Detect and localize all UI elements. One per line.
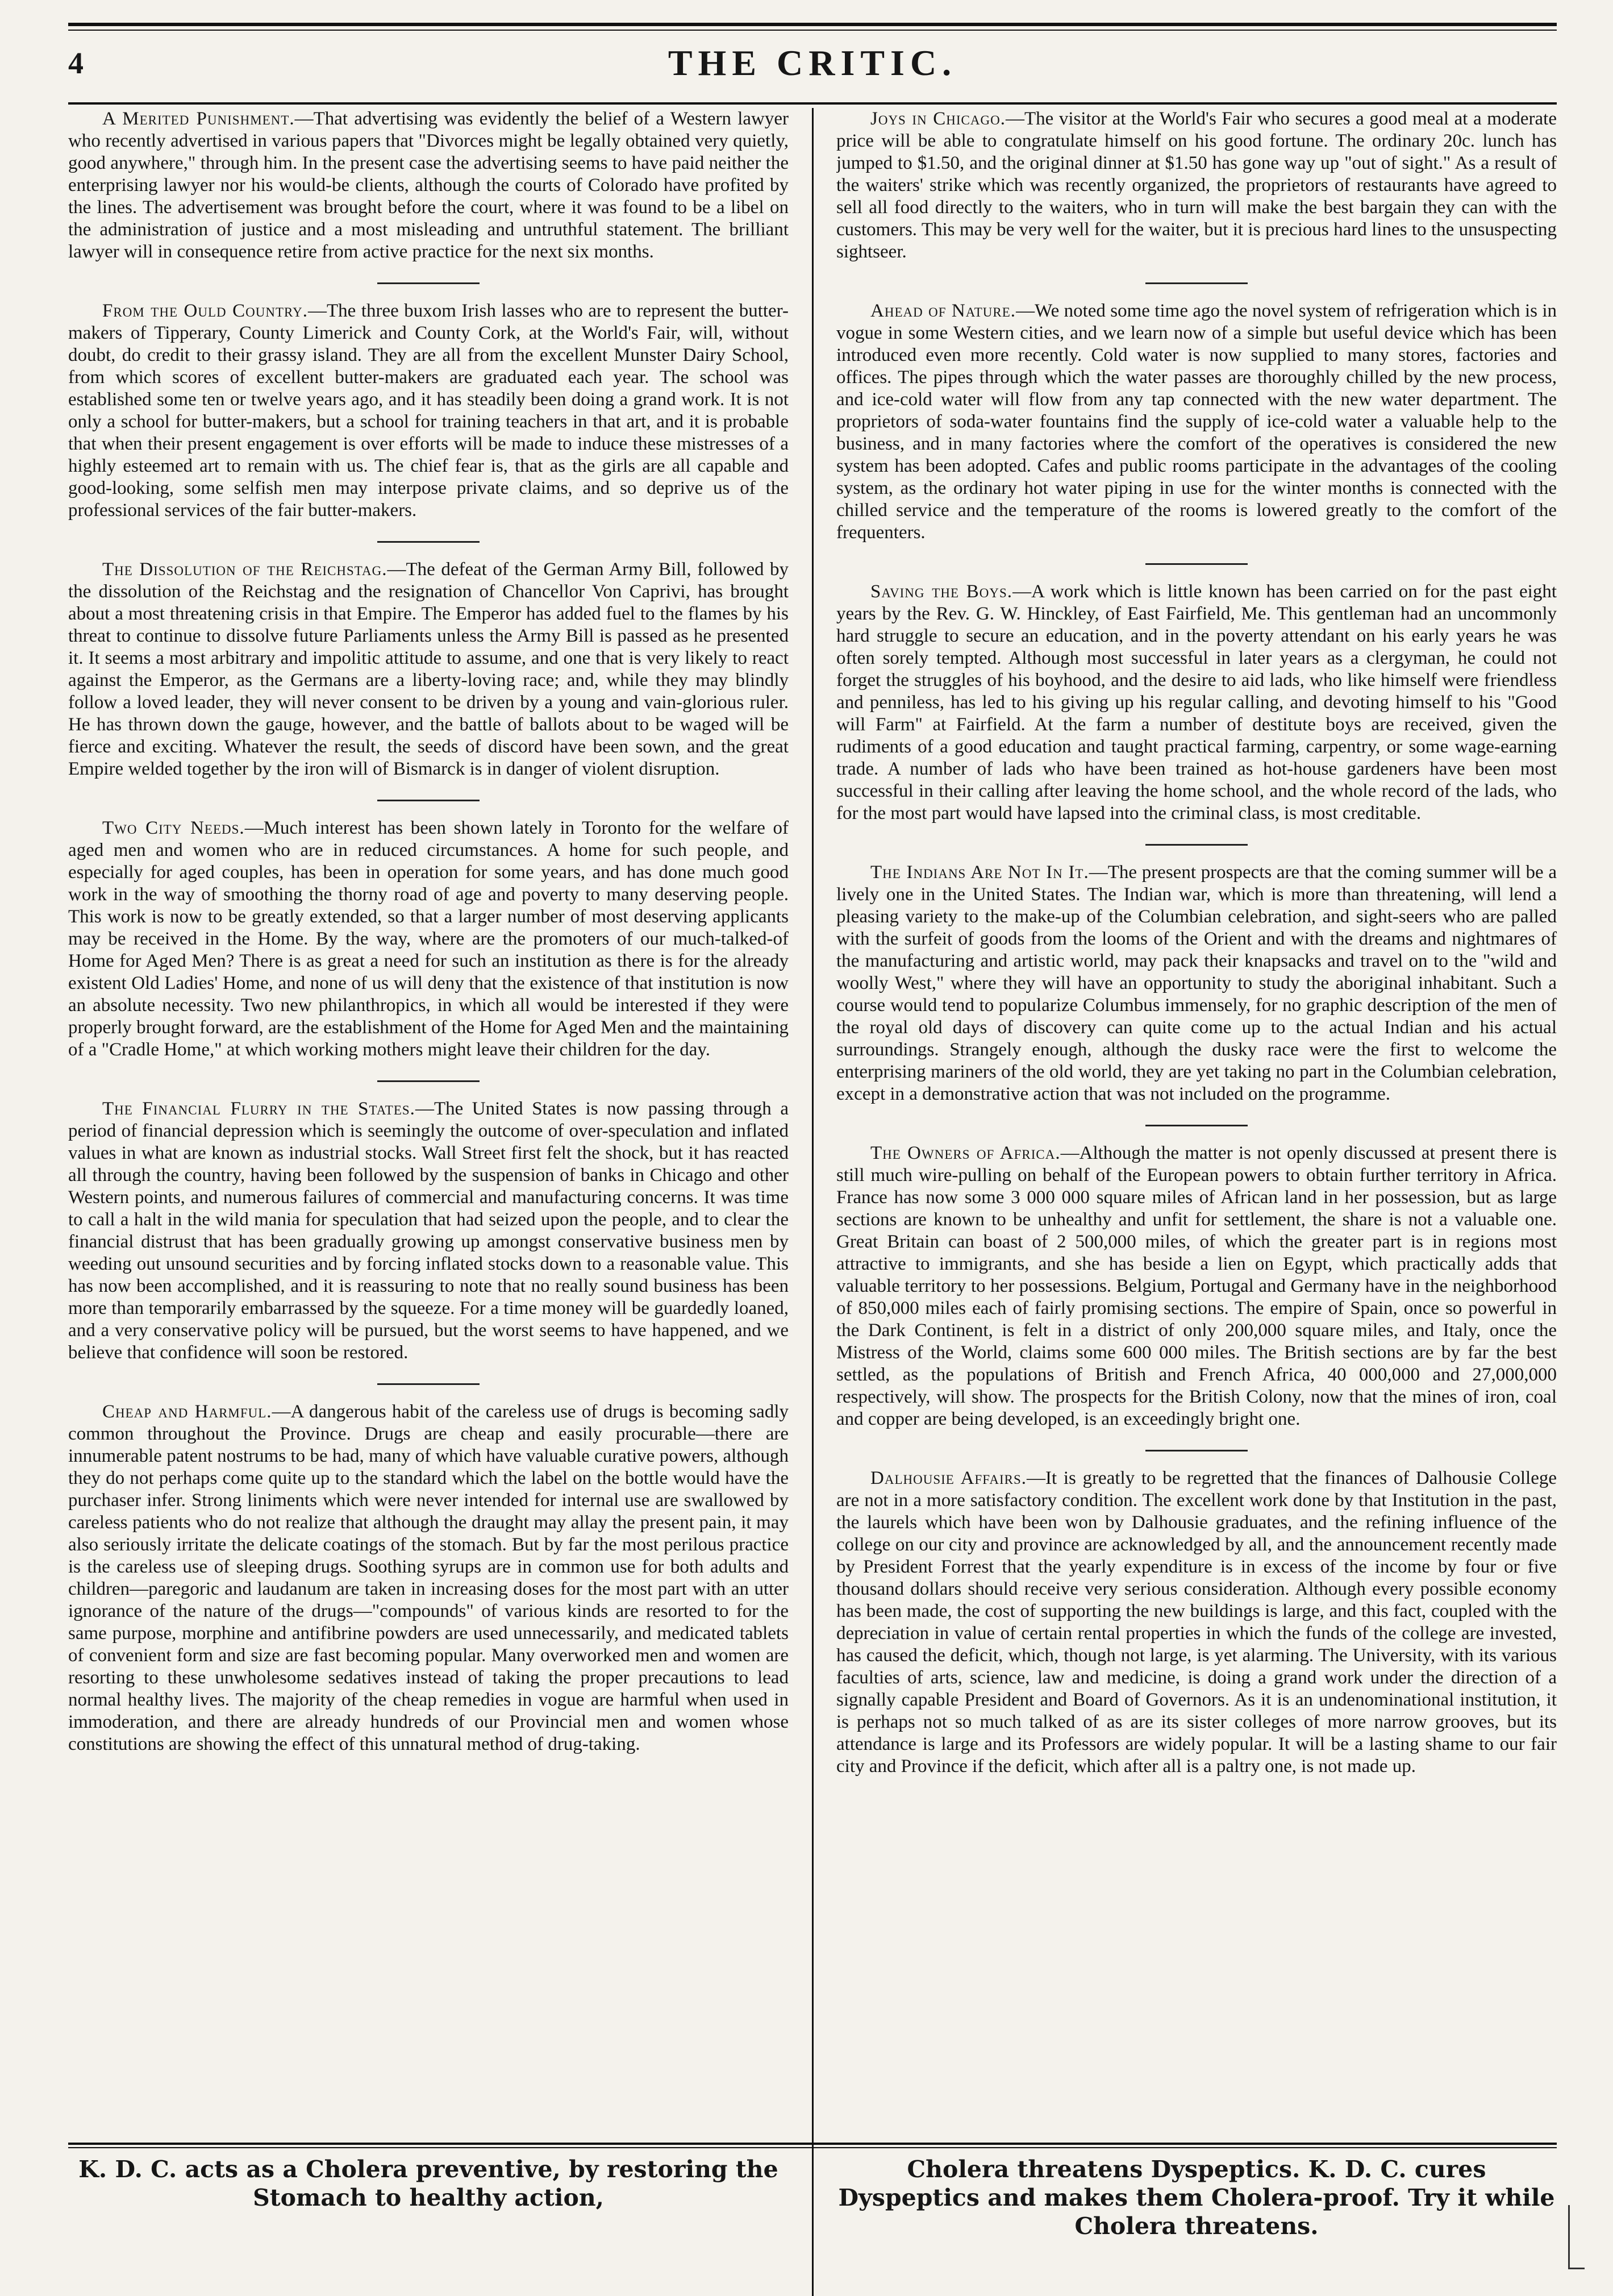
heading-dash: —: [415, 1099, 434, 1119]
top-rule: [68, 23, 1557, 26]
article-separator: [377, 541, 480, 543]
masthead-rule: [68, 102, 1557, 105]
article-heading: A Merited Punishment.: [102, 109, 295, 129]
article-body: A dangerous habit of the careless use of drugs is becoming sadly common throughout the Province. Drugs are cheap and easily procurable—there are innumerable patent nostrums to be had, many of which have valuable curative powers, although they do not perhaps come quite up to the standard which the label on the bottle would have the purchaser infer. Strong liniments which were never intended for internal use are swallowed by careless patients who do not realize that although the draught may allay the present pain, it may also seriously irritate the delicate coatings of the stomach. But by far the most perilous practice is the careless use of sleeping drugs. Soothing syrups are in common use for both adults and children—paregoric and laudanum are taken in increasing doses for the most part with an utter ignorance of the nature of the drugs—"compounds" of various kinds are resorted to for the same purpose, morphine and antifibrine powders are used unnecessarily, and medicated tablets of convenient form and size are fast becoming popular. Many overworked men and women are resorting to these unwholesome sedatives instead of taking the proper precautions to lead normal healthy lives. The majority of the cheap remedies in vogue are harmful when used in immoderation, and there are already hundreds of our Provincial men and women whose constitutions are showing the effect of this unnatural method of drug-taking.: [68, 1401, 789, 1754]
article-paragraph: [836, 862, 1557, 1105]
article-body: We noted some time ago the novel system of refrigeration which is in vogue in some Western cities, and we learn now of a simple but useful device which has been introduced even more recently. Cold water is now supplied to many stores, factories and offices. The pipes through which the water passes are thoroughly chilled by the new process, and ice-cold water will flow from any tap connected with the new water department. The proprietors of soda-water fountains find the supply of ice-cold water a valuable help to the business, and in many factories where the comfort of the operatives is considered the new system has been adopted. Cafes and public rooms participate in the advantages of the cooling system, as the ordinary hot water piping in use for the winter months is connected with the chilled service and the temperature of the rooms is lowered greatly to the comfort of the frequenters.: [836, 301, 1557, 543]
article-heading: The Financial Flurry in the States.: [102, 1099, 415, 1119]
heading-dash: —: [1016, 301, 1035, 321]
article-body: That advertising was evidently the belief of a Western lawyer who recently advertised in various papers that "Divorces might be legally obtained very quietly, good anywhere," through him. In the present case the advertising seems to have paid neither the enterprising lawyer nor his would-be clients, although the courts of Colorado have profited by the lines. The advertisement was brought before the court, where it was found to be a libel on the administration of justice and a most misleading and untruthful statement. The brilliant lawyer will in consequence retire from active practice for the next six months.: [68, 109, 789, 262]
article-separator: [1145, 563, 1248, 565]
heading-dash: —: [387, 559, 406, 580]
article: [836, 1467, 1557, 1778]
article: [836, 108, 1557, 263]
article-paragraph: [836, 300, 1557, 544]
article-separator: [377, 800, 480, 801]
article-separator: [377, 1080, 480, 1082]
article-separator: [377, 282, 480, 284]
footer-rule-thin: [68, 2147, 1557, 2148]
article-heading: The Indians Are Not In It.: [870, 862, 1089, 883]
heading-dash: —: [1060, 1143, 1079, 1163]
article-paragraph: [68, 1098, 789, 1364]
article-heading: Dalhousie Affairs.: [870, 1468, 1027, 1488]
article-separator: [1145, 282, 1248, 284]
article-paragraph: [836, 581, 1557, 825]
column-divider: [812, 108, 814, 2296]
article-body: The three buxom Irish lasses who are to represent the butter-makers of Tipperary, County Limerick and County Cork, at the World's Fair, will, without doubt, do credit to their grassy island. They are all from the excellent Munster Dairy School, from which scores of excellent butter-makers are graduated each year. The school was established some ten or twelve years ago, and it has steadily been doing a grand work. It is not only a school for butter-makers, but a school for training teachers in that art, and it is probable that when their present engagement is over efforts will be made to induce these mistresses of a highly esteemed art to remain with us. The chief fear is, that as the girls are all capable and good-looking, some selfish men may interpose private claims, and so deprive us of the professional services of the fair butter-makers.: [68, 301, 789, 521]
heading-dash: —: [1089, 862, 1108, 883]
article-heading: Saving the Boys.: [870, 581, 1013, 602]
newspaper-page: [68, 23, 1557, 2240]
heading-dash: —: [244, 818, 264, 838]
masthead: [68, 23, 1557, 85]
article: [68, 300, 789, 522]
footer-ad-left: K. D. C. acts as a Cholera preventive, by restoring the Stomach to healthy action,: [78, 2156, 778, 2211]
heading-dash: —: [1012, 581, 1032, 602]
article-heading: The Owners of Africa.: [870, 1143, 1061, 1163]
article: [836, 300, 1557, 544]
heading-dash: —: [272, 1401, 291, 1422]
article-heading: From the Ould Country.: [102, 301, 308, 321]
article-body: The defeat of the German Army Bill, followed by the dissolution of the Reichstag and the resignation of Chancellor Von Caprivi, has brought about a most threatening crisis in that Empire. The Emperor has added fuel to the flames by his threat to continue to dissolve future Parliaments unless the Army Bill is passed as he presented it. It seems a most arbitrary and impolitic attitude to assume, and one that is very likely to react against the Emperor, as the Germans are a liberty-loving race; and, while they may blindly follow a loved leader, they will never consent to be driven by a young and vain-glorious ruler. He has thrown down the gauge, however, and the battle of ballots about to be waged will be fierce and exciting. Whatever the result, the seeds of discord have been sown, and the great Empire welded together by the iron will of Bismarck is in danger of violent disruption.: [68, 559, 789, 779]
heading-dash: —: [1005, 109, 1024, 129]
article-paragraph: [68, 1401, 789, 1756]
article-heading: Two City Needs.: [102, 818, 245, 838]
article: [68, 1401, 789, 1756]
article-body: Although the matter is not openly discussed at present there is still much wire-pulling on behalf of the European powers to obtain further territory in Africa. France has now some 3 000 000 square miles of African land in her possession, but as large sections are known to be unhealthy and unfit for settlement, the share is not a valuable one. Great Britain can boast of 2 500,000 miles, of which the greater part is in regions most attractive to immigrants, and she has beside a lien on Egypt, which practically adds that valuable territory to her possessions. Belgium, Portugal and Germany have in the neighborhood of 850,000 miles each of fairly promising sections. The empire of Spain, once so powerful in the Dark Continent, is felt in a district of only 200,000 square miles, and Italy, once the Mistress of the World, claims some 600 000 miles. The British sections are by far the best settled, as the populations of British and French Africa, 40 000,000 and 27,000,000 respectively, will show. The prospects for the British Colony, now that the mines of iron, coal and copper are being developed, is an exceedingly bright one.: [836, 1143, 1557, 1429]
page-title: THE CRITIC.: [668, 43, 957, 83]
footer-ad-right: Cholera threatens Dyspeptics. K. D. C. cures Dyspeptics and makes them Cholera-proof. Try it while Cholera threatens.: [838, 2156, 1555, 2240]
article-body: Much interest has been shown lately in Toronto for the welfare of aged men and women who are in reduced circumstances. A home for such people, and especially for aged couples, has been in operation for some years, and has done much good work in the way of smoothing the thorny road of age and poverty to many deserving people. This work is now to be greatly extended, so that a larger number of most deserving applicants may be received in the Home. By the way, where are the promoters of our much-talked-of Home for Aged Men? There is as great a need for such an institution as there is for the already existent Old Ladies' Home, and none of us will deny that the existence of that institution is now an absolute necessity. Two new philanthropics, in which all would be interested if they were properly brought forward, are the establishment of the Home for Aged Men and the maintaining of a "Cradle Home," at which working mothers might leave their children for the day.: [68, 818, 789, 1060]
article-separator: [1145, 1450, 1248, 1451]
article-separator: [1145, 1125, 1248, 1126]
article: [836, 1142, 1557, 1430]
article-heading: Ahead of Nature.: [870, 301, 1016, 321]
article: [68, 1098, 789, 1364]
footer-rule: [68, 2143, 1557, 2145]
article: [836, 581, 1557, 825]
article-body: It is greatly to be regretted that the finances of Dalhousie College are not in a more satisfactory condition. The excellent work done by that Institution in the past, the laurels which have been won by Dalhousie graduates, and the refining influence of the college on our city and province are acknowledged by all, and the announcement recently made by President Forrest that the yearly expenditure is in excess of the income by four or five thousand dollars should receive very serious consideration. Although every possible economy has been made, the cost of supporting the new buildings is large, and this fact, coupled with the depreciation in value of certain rental properties in which the funds of the college are invested, has caused the deficit, which, though not large, is yet alarming. The University, with its various faculties of arts, science, law and medicine, is doing a grand work under the direction of a signally capable President and Board of Governors. As it is an undenominational institution, it is perhaps not so much talked of as are its sister colleges of more narrow grooves, but its attendance is large and its Professors are widely popular. It will be a lasting shame to our fair city and Province if the deficit, which after all is a paltry one, is not made up.: [836, 1468, 1557, 1777]
article-paragraph: [68, 817, 789, 1061]
page-number: 4: [68, 46, 84, 80]
article-heading: Joys in Chicago.: [870, 109, 1006, 129]
heading-dash: —: [307, 301, 327, 321]
article-paragraph: [68, 559, 789, 780]
article-body: The visitor at the World's Fair who secures a good meal at a moderate price will be able to congratulate himself on his good fortune. The ordinary 20c. lunch has jumped to $1.50, and the original dinner at $1.50 has gone way up "out of sight." As a result of the waiters' strike which was recently organized, the proprietors of restaurants have agreed to sell all food directly to the waiters, who in turn will make the best bargain they can with the customers. This may be very well for the waiter, but it is precious hard lines to the unsuspecting sightseer.: [836, 109, 1557, 262]
article: [68, 817, 789, 1061]
heading-dash: —: [1027, 1468, 1046, 1488]
article-columns: [68, 108, 1557, 2137]
article-body: The present prospects are that the coming summer will be a lively one in the United States. The Indian war, which is more than threatening, will lend a pleasing variety to the make-up of the Columbian celebration, and sight-seers who are palled with the surfeit of goods from the looms of the Orient and with the dreams and nightmares of the manufacturing and artistic world, may pack their knapsacks and travel on to the "wild and woolly West," where they will have an opportunity to study the aboriginal inhabitant. Such a course would tend to popularize Columbus immensely, for no graphic description of the men of the royal old days of discovery can quite come up to the actual Indian and his actual surroundings. Strangely enough, although the dusky race were the first to welcome the enterprising mariners of the old world, they are yet taking no part in the Columbian celebration, except in a demonstrative action that was not included on the programme.: [836, 862, 1557, 1104]
article-paragraph: [836, 108, 1557, 263]
article: [68, 559, 789, 780]
article-separator: [377, 1383, 480, 1385]
left-column: [68, 108, 789, 2137]
article-body: The United States is now passing through a period of financial depression which is seemingly the outcome of over-speculation and inflated values in what are known as industrial stocks. Wall Street first felt the shock, but it has reacted all through the country, having been followed by the suspension of banks in Chicago and other Western points, and numerous failures of commercial and manufacturing concerns. It was time to call a halt in the wild mania for speculation that had seized upon the people, and to clear the financial distrust that has been gradually growing up amongst conservative business men by weeding out unsound securities and by forcing inflated stocks down to a reasonable value. This has now been accomplished, and it is reassuring to note that no really sound business has been more than temporarily embarrassed by the squeeze. For a time money will be guardedly loaned, and a very conservative policy will be pursued, but the worst seems to have happened, and we believe that confidence will soon be restored.: [68, 1099, 789, 1363]
top-rule-thin: [68, 30, 1557, 31]
article-body: A work which is little known has been carried on for the past eight years by the Rev. G. W. Hinckley, of East Fairfield, Me. This gentleman had an uncommonly hard struggle to secure an education, and in the poverty attendant on his early years he was often sorely tempted. Although most successful in later years as a clergyman, he could not forget the struggles of his boyhood, and the desire to aid lads, who like himself were friendless and penniless, has led to his giving up his regular calling, and devoting himself to his "Good will Farm" at Fairfield. At the farm a number of destitute boys are received, given the rudiments of a good education and taught practical farming, carpentry, or some wage-earning trade. A number of lads who have been trained as hot-house gardeners have been most successful in their calling after leaving the home school, and the whole record of the lads, who for the most part would have lapsed into the criminal class, is most creditable.: [836, 581, 1557, 823]
right-column: [836, 108, 1557, 2137]
article-separator: [1145, 844, 1248, 846]
article-paragraph: [68, 300, 789, 522]
article-paragraph: [68, 108, 789, 263]
heading-dash: —: [294, 109, 314, 129]
article-heading: Cheap and Harmful.: [102, 1401, 272, 1422]
article: [68, 108, 789, 263]
article-paragraph: [836, 1467, 1557, 1778]
page-corner-mark: [1568, 2205, 1585, 2269]
article: [836, 862, 1557, 1105]
article-heading: The Dissolution of the Reichstag.: [102, 559, 387, 580]
article-paragraph: [836, 1142, 1557, 1430]
